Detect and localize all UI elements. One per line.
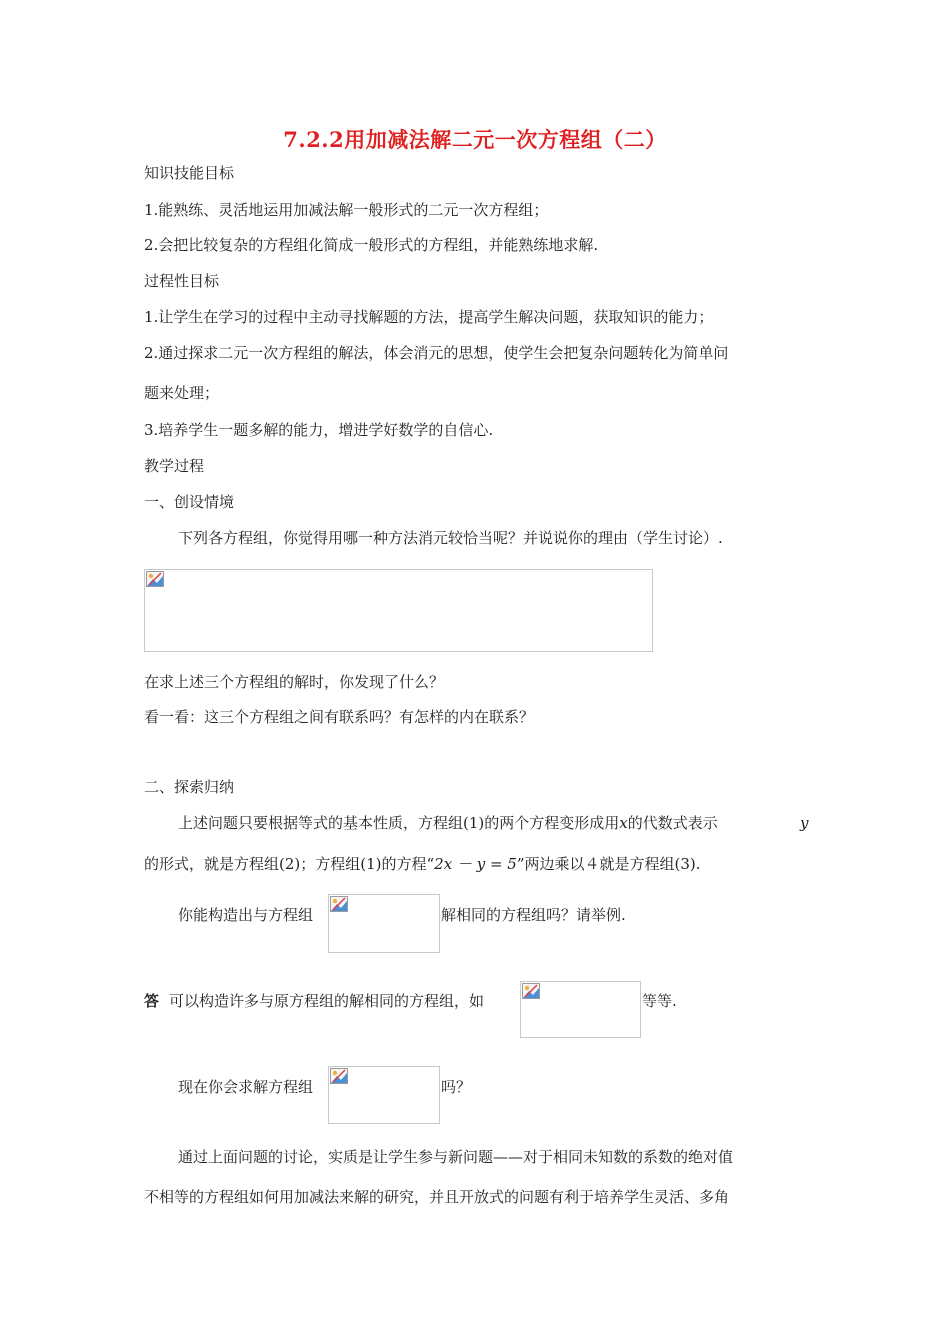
construct-question-a: 你能构造出与方程组 — [178, 906, 314, 924]
equation-image-3 — [328, 1066, 440, 1124]
page-title: 7.2.2用加减法解二元一次方程组（二） — [283, 127, 667, 152]
process-item-2b: 题来处理； — [144, 384, 220, 402]
explore-paragraph-line-2 — [144, 854, 701, 874]
knowledge-item-1: 1.能熟练、灵活地运用加减法解一般形式的二元一次方程组； — [144, 201, 549, 219]
knowledge-item-2: 2.会把比较复杂的方程组化简成一般形式的方程组，并能熟练地求解. — [144, 236, 599, 254]
text-span: 的形式，就是方程组(2)；方程组(1)的方程“ — [144, 855, 435, 873]
solve-question-b: 吗？ — [441, 1078, 472, 1096]
explore-paragraph-line-1 — [178, 813, 718, 833]
process-item-2a: 2.通过探求二元一次方程组的解法，体会消元的思想，使学生会把复杂问题转化为简单问 — [144, 344, 729, 362]
equation-systems-image — [144, 569, 653, 652]
answer-text-a: 可以构造许多与原方程组的解相同的方程组，如 — [169, 992, 485, 1010]
broken-image-icon — [146, 571, 164, 587]
section-heading-knowledge: 知识技能目标 — [144, 164, 235, 182]
process-item-3: 3.培养学生一题多解的能力，增进学好数学的自信心. — [144, 421, 494, 439]
text-span: ”两边乘以４就是方程组(3). — [516, 855, 701, 873]
construct-question-b: 解相同的方程组吗？请举例. — [441, 906, 626, 924]
answer-text-b: 等等. — [642, 992, 677, 1010]
var-y: y — [800, 814, 809, 832]
text-span: 的代数式表示 — [627, 814, 718, 832]
equation-image-1 — [328, 894, 440, 953]
answer-label: 答 — [144, 992, 160, 1010]
section-heading-process: 过程性目标 — [144, 272, 220, 290]
question-2: 看一看：这三个方程组之间有联系吗？有怎样的内在联系？ — [144, 708, 535, 726]
subsection-explore: 二、探索归纳 — [144, 778, 235, 796]
broken-image-icon — [330, 1068, 348, 1084]
section-heading-teaching: 教学过程 — [144, 457, 205, 475]
equation-image-2 — [520, 981, 641, 1038]
broken-image-icon — [522, 983, 540, 999]
var-x: x — [619, 814, 628, 832]
text-span: 上述问题只要根据等式的基本性质，方程组(1)的两个方程变形成用 — [178, 814, 620, 832]
process-item-1: 1.让学生在学习的过程中主动寻找解题的方法，提高学生解决问题，获取知识的能力； — [144, 308, 714, 326]
equation-inline: 2x － y = 5 — [434, 855, 517, 873]
subsection-scenario: 一、创设情境 — [144, 493, 235, 511]
discussion-paragraph-line-2: 不相等的方程组如何用加减法来解的研究，并且开放式的问题有利于培养学生灵活、多角 — [144, 1188, 730, 1206]
scenario-paragraph: 下列各方程组，你觉得用哪一种方法消元较恰当呢？并说说你的理由（学生讨论）. — [178, 529, 723, 547]
solve-question-a: 现在你会求解方程组 — [178, 1078, 314, 1096]
broken-image-icon — [330, 896, 348, 912]
question-1: 在求上述三个方程组的解时，你发现了什么？ — [144, 673, 445, 691]
discussion-paragraph-line-1: 通过上面问题的讨论，实质是让学生参与新问题——对于相同未知数的系数的绝对值 — [178, 1148, 734, 1166]
